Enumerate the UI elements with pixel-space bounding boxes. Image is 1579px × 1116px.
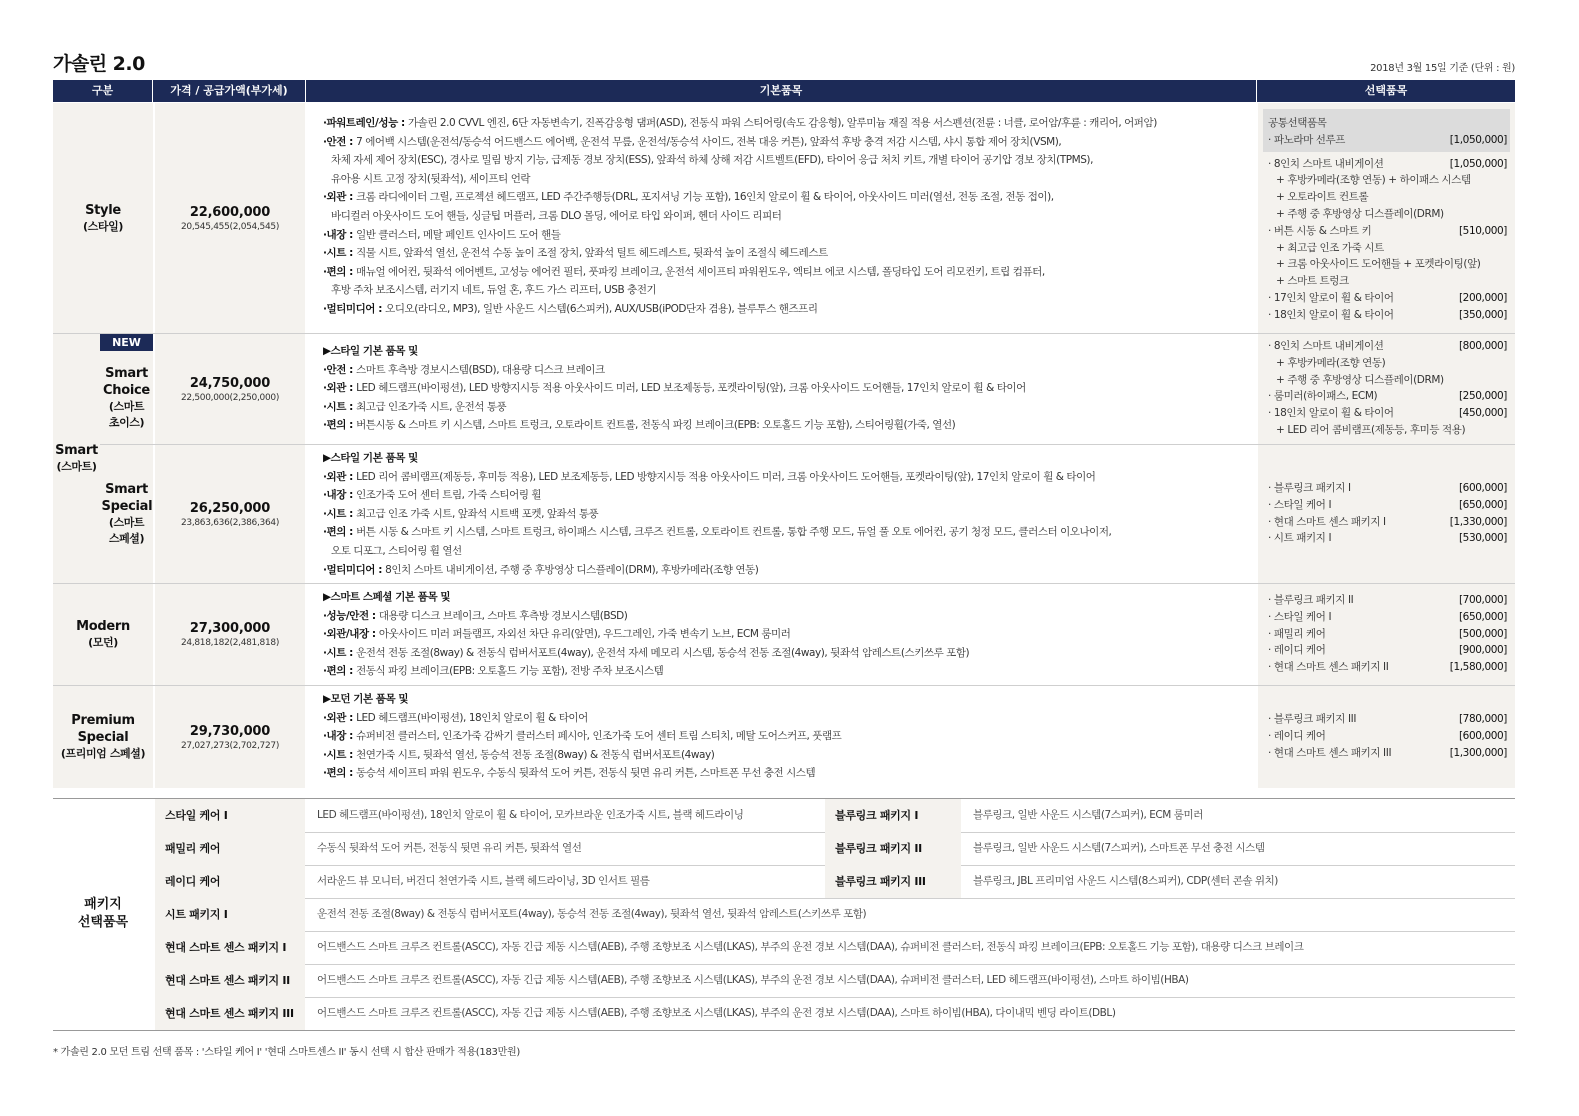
- option-row: · 현대 스마트 센스 패키지 II [1,580,000]: [1268, 661, 1507, 674]
- group-smart: [53, 334, 100, 583]
- options-modern: [1258, 584, 1515, 685]
- option-sub: + 후방카메라(조향 연동): [1276, 356, 1386, 369]
- supply-price: 23,863,636(2,386,364): [180, 517, 280, 528]
- new-badge: NEW: [100, 334, 153, 351]
- price-smart-special: [155, 445, 305, 583]
- header-basic-items: 기본품목: [306, 80, 1257, 102]
- option-row: · 18인치 알로이 휠 & 타이어 [350,000]: [1268, 308, 1507, 321]
- basic-line: ·시트 : 운전석 전동 조절(8way) & 전동식 럼버서포트(4way), 운전석 자세 메모리 시스템, 동승석 전동 조절(4way), 뒷좌석 암레스트(스키쓰루 포함): [323, 646, 970, 659]
- trim-name: Smart Choice: [103, 365, 150, 398]
- option-row: · 블루링크 패키지 II [700,000]: [1268, 594, 1507, 606]
- trim-name-kr: (스마트 스페셜): [108, 516, 145, 545]
- option-sub: + 스마트 트렁크: [1276, 275, 1349, 288]
- basic-line: 바디컬러 아웃사이드 도어 핸들, 싱글팁 머플러, 크롬 DLO 몰딩, 에어로 타입 와이퍼, 헨더 사이드 리피터: [331, 209, 782, 222]
- basic-line: 차체 자세 제어 장치(ESC), 경사로 밀림 방지 기능, 급제동 경보 장치(ESS), 앞좌석 하체 상해 저감 시트벨트(EFD), 타이어 응급 처치 키트, 개별 타이어 공기압 경보 장치(TPMS),: [331, 154, 1093, 167]
- group-name: Smart: [55, 443, 98, 458]
- package-desc: 서라운드 뷰 모니터, 버건디 천연가죽 시트, 블랙 헤드라이닝, 3D 인서트 필름: [317, 875, 650, 887]
- trim-name: Modern: [76, 619, 130, 634]
- basic-line: ·성능/안전 : 대용량 디스크 브레이크, 스마트 후측방 경보시스템(BSD): [323, 609, 628, 622]
- basic-line: ·편의 : 동승석 세이프티 파워 윈도우, 수동식 뒷좌석 도어 커튼, 전동식 뒷면 유리 커튼, 스마트폰 무선 충전 시스템: [323, 767, 816, 780]
- package-desc: 어드밴스드 스마트 크루즈 컨트롤(ASCC), 자동 긴급 제동 시스템(AEB), 주행 조향보조 시스템(LKAS), 부주의 운전 경보 시스템(DAA), 슈퍼비전 클러스터, LED 헤드램프(바이펑션), 스마트 하이빔(HBA): [317, 974, 1189, 986]
- basic-items-style: [309, 114, 1157, 319]
- basic-line: ·편의 : 매뉴얼 에어컨, 뒷좌석 에어벤트, 고성능 에어컨 필터, 풋파킹 브레이크, 운전석 세이프티 파워윈도우, 엑티브 에코 시스템, 폴딩타입 도어 리모컨키, 트립 컴퓨터,: [323, 265, 1045, 278]
- option-sub: + 최고급 인조 가죽 시트: [1276, 241, 1384, 254]
- basic-line: ·시트 : 최고급 인조 가죽 시트, 앞좌석 시트백 포켓, 앞좌석 통풍: [323, 507, 599, 520]
- basic-line: ·멀티미디어 : 오디오(라디오, MP3), 일반 사운드 시스템(6스피커), AUX/USB(iPOD단자 겸용), 블루투스 핸즈프리: [323, 302, 818, 315]
- trim-name-kr: (프리미엄 스페셜): [60, 747, 146, 760]
- basic-line: ·안전 : 스마트 후측방 경보시스템(BSD), 대용량 디스크 브레이크: [323, 363, 605, 376]
- price: 26,250,000: [189, 500, 271, 516]
- package-name: 레이디 케어: [155, 865, 305, 898]
- trim-name: Premium Special: [71, 713, 135, 745]
- header-category: 구분: [53, 80, 153, 102]
- package-desc: 어드밴스드 스마트 크루즈 컨트롤(ASCC), 자동 긴급 제동 시스템(AEB), 주행 조향보조 시스템(LKAS), 부주의 운전 경보 시스템(DAA), 슈퍼비전 클러스터, 전동식 파킹 브레이크(EPB: 오토홀드 기능 포함), 대용량 디스크 브레이크: [317, 941, 1304, 953]
- options-smart-special: [1258, 445, 1515, 583]
- package-desc: 블루링크, 일반 사운드 시스템(7스피커), 스마트폰 무선 충전 시스템: [973, 842, 1265, 854]
- trim-name-kr: (모던): [88, 636, 118, 649]
- option-sub: + LED 리어 콤비램프(제동등, 후미등 적용): [1276, 423, 1466, 436]
- common-options-title: 공통선택품목: [1268, 117, 1327, 129]
- supply-price: 20,545,455(2,054,545): [180, 221, 280, 232]
- price-premium-special: [155, 686, 305, 788]
- trim-smart-choice: [100, 351, 153, 444]
- package-name: 패밀리 케어: [155, 832, 305, 865]
- basic-line: ▶스타일 기본 품목 및: [323, 345, 418, 357]
- basic-line: ·편의 : 버튼 시동 & 스마트 키 시스템, 스마트 트렁크, 하이패스 시스템, 크루즈 컨트롤, 오토라이트 컨트롤, 통합 주행 모드, 듀얼 풀 오토 에어컨, 공기 청정 모드, 클러스터 이오나이저,: [323, 526, 1112, 539]
- basic-line: ·외관 : LED 헤드램프(바이펑션), 18인치 알로이 휠 & 타이어: [323, 711, 588, 724]
- basic-items-smart-special: [309, 449, 1111, 579]
- package-desc: 블루링크, 일반 사운드 시스템(7스피커), ECM 룸미러: [973, 809, 1203, 821]
- package-desc: 어드밴스드 스마트 크루즈 컨트롤(ASCC), 자동 긴급 제동 시스템(AEB), 주행 조향보조 시스템(LKAS), 부주의 운전 경보 시스템(DAA), 스마트 하이빔(HBA), 다이내믹 벤딩 라이트(DBL): [317, 1007, 1116, 1019]
- trim-name: Smart Special: [101, 482, 153, 514]
- basic-line: ·안전 : 7 에어백 시스템(운전석/동승석 어드밴스드 에어백, 운전석 무릎, 운전석/동승석 사이드, 전복 대응 커튼), 앞좌석 후방 충격 저감 시스템, 샤시 통합 제어 장치(VSM),: [323, 135, 1062, 148]
- options-premium-special: [1258, 686, 1515, 788]
- date-note: 2018년 3월 15일 기준 (단위 : 원): [1370, 63, 1515, 74]
- group-name-kr: (스마트): [56, 460, 97, 473]
- option-sub: + 주행 중 후방영상 디스플레이(DRM): [1276, 373, 1444, 386]
- footnote: * 가솔린 2.0 모던 트림 선택 품목 : '스타일 케어 I' '현대 스마트센스 II' 동시 선택 시 합산 판매가 적용(183만원): [53, 1047, 520, 1058]
- basic-line: ·편의 : 전동식 파킹 브레이크(EPB: 오토홀드 기능 포함), 전방 주차 보조시스템: [323, 665, 664, 678]
- price: 29,730,000: [189, 723, 271, 739]
- option-row: · 룸미러(하이패스, ECM) [250,000]: [1268, 390, 1507, 403]
- package-name: 현대 스마트 센스 패키지 I: [155, 931, 305, 964]
- package-name: 블루링크 패키지 III: [825, 865, 961, 898]
- option-row: · 블루링크 패키지 III [780,000]: [1268, 713, 1507, 725]
- option-row: · 스타일 케어 I [650,000]: [1268, 610, 1507, 623]
- trim-premium-special: [53, 686, 153, 788]
- basic-line: ·외관 : 크롬 라디에이터 그릴, 프로젝션 헤드램프, LED 주간주행등(DRL, 포지셔닝 기능 포함), 16인치 알로이 휠 & 타이어, 아웃사이드 미러(열선, 전동 조절, 전동 접이),: [323, 191, 1054, 204]
- basic-line: ·외관 : LED 리어 콤비램프(제동등, 후미등 적용), LED 보조제동등, LED 방향지시등 적용 아웃사이드 미러, 크롬 아웃사이드 도어핸들, 포켓라이팅(앞), 17인치 알로이 휠 & 타이어: [323, 470, 1096, 483]
- option-sub: + 후방카메라(조향 연동) + 하이패스 시스템: [1276, 174, 1471, 187]
- option-row: · 패밀리 케어 [500,000]: [1268, 627, 1507, 640]
- option-sub: + 크롬 아웃사이드 도어핸들 + 포켓라이팅(앞): [1276, 258, 1481, 271]
- option-row: · 스타일 케어 I [650,000]: [1268, 498, 1507, 511]
- option-row: · 현대 스마트 센스 패키지 I [1,330,000]: [1268, 515, 1507, 528]
- trim-name: Style: [85, 202, 121, 218]
- option-row: · 파노라마 선루프 [1,050,000]: [1268, 133, 1507, 146]
- package-name: 스타일 케어 I: [155, 799, 305, 832]
- option-row: · 8인치 스마트 내비게이션 [1,050,000]: [1268, 157, 1507, 170]
- package-desc: 블루링크, JBL 프리미엄 사운드 시스템(8스피커), CDP(센터 콘솔 위치): [973, 875, 1278, 887]
- basic-line: ·편의 : 버튼시동 & 스마트 키 시스템, 스마트 트렁크, 오토라이트 컨트롤, 전동식 파킹 브레이크(EPB: 오토홀드 기능 포함), 스티어링휠(가죽, 열선): [323, 419, 956, 432]
- package-name: 시트 패키지 I: [155, 898, 305, 931]
- trim-smart-special: [100, 445, 153, 583]
- basic-line: 유아용 시트 고정 장치(뒷좌석), 세이프티 언락: [331, 172, 531, 185]
- header-price: 가격 / 공급가액(부가세): [153, 80, 306, 102]
- package-name: 현대 스마트 센스 패키지 III: [155, 997, 305, 1030]
- options-style: [1258, 103, 1515, 333]
- package-desc: 운전석 전동 조절(8way) & 전동식 럼버서포트(4way), 동승석 전동 조절(4way), 뒷좌석 열선, 뒷좌석 암레스트(스키쓰루 포함): [317, 908, 867, 920]
- package-desc: 수동식 뒷좌석 도어 커튼, 전동식 뒷면 유리 커튼, 뒷좌석 열선: [317, 842, 582, 854]
- price: 22,600,000: [189, 204, 271, 220]
- package-desc: LED 헤드램프(바이펑션), 18인치 알로이 휠 & 타이어, 모카브라운 인조가죽 시트, 블랙 헤드라이닝: [317, 809, 744, 821]
- package-name: 현대 스마트 센스 패키지 II: [155, 964, 305, 997]
- supply-price: 24,818,182(2,481,818): [180, 638, 280, 648]
- price: 24,750,000: [189, 375, 271, 391]
- options-smart-choice: [1258, 334, 1515, 444]
- price-modern: [155, 584, 305, 685]
- basic-line: ▶스마트 스페셜 기본 품목 및: [323, 591, 451, 603]
- option-row: · 18인치 알로이 휠 & 타이어 [450,000]: [1268, 407, 1507, 420]
- basic-line: ·내장 : 일반 클러스터, 메탈 페인트 인사이드 도어 핸들: [323, 228, 561, 241]
- basic-items-premium-special: [309, 690, 841, 783]
- option-row: · 시트 패키지 I [530,000]: [1268, 532, 1507, 545]
- basic-line: ·시트 : 직물 시트, 앞좌석 열선, 운전석 수동 높이 조절 장치, 앞좌석 틸트 헤드레스트, 뒷좌석 높이 조절식 헤드레스트: [323, 247, 828, 260]
- option-row: · 버튼 시동 & 스마트 키 [510,000]: [1268, 224, 1507, 237]
- option-sub: + 주행 중 후방영상 디스플레이(DRM): [1276, 207, 1444, 220]
- basic-items-modern: [309, 588, 969, 681]
- package-bottom-divider: [53, 1030, 1515, 1031]
- option-sub: + 오토라이트 컨트롤: [1276, 191, 1369, 204]
- page-title: 가솔린 2.0: [53, 53, 145, 75]
- basic-line: ·파워트레인/성능 : 가솔린 2.0 CVVL 엔진, 6단 자동변속기, 진폭감응형 댐퍼(ASD), 전동식 파워 스티어링(속도 감응형), 알루미늄 재질 적용 서스펜션(전륜 : 너클, 로어암/후륜 : 캐리어, 어퍼암): [323, 117, 1157, 129]
- spec-table-header: [53, 80, 1515, 102]
- basic-line: 오토 디포그, 스티어링 휠 열선: [331, 544, 462, 557]
- basic-line: ·시트 : 최고급 인조가죽 시트, 운전석 통풍: [323, 400, 507, 413]
- basic-line: ·외관 : LED 헤드램프(바이펑션), LED 방향지시등 적용 아웃사이드 미러, LED 보조제동등, 포켓라이팅(앞), 크롬 아웃사이드 도어핸들, 17인치 알로이 휠 & 타이어: [323, 382, 1026, 395]
- option-row: · 레이디 케어 [600,000]: [1268, 729, 1507, 742]
- basic-line: ·외관/내장 : 아웃사이드 미러 퍼들램프, 자외선 차단 유리(앞면), 우드그레인, 가죽 변속기 노브, ECM 룸미러: [323, 628, 791, 641]
- supply-price: 22,500,000(2,250,000): [180, 392, 280, 403]
- trim-style: [53, 103, 153, 333]
- trim-name-kr: (스타일): [83, 219, 123, 233]
- package-name: 블루링크 패키지 I: [825, 799, 961, 832]
- basic-line: ▶스타일 기본 품목 및: [323, 452, 418, 464]
- option-row: · 블루링크 패키지 I [600,000]: [1268, 482, 1507, 494]
- basic-line: ·시트 : 천연가죽 시트, 뒷좌석 열선, 동승석 전동 조절(8way) & 전동식 럼버서포트(4way): [323, 748, 715, 761]
- basic-line: ·내장 : 인조가죽 도어 센터 트림, 가죽 스티어링 휠: [323, 489, 542, 502]
- option-row: · 8인치 스마트 내비게이션 [800,000]: [1268, 340, 1507, 352]
- basic-line: 후방 주차 보조시스템, 러기지 네트, 듀얼 혼, 후드 가스 리프터, USB 충전기: [331, 284, 657, 297]
- option-row: · 17인치 알로이 휠 & 타이어 [200,000]: [1268, 291, 1507, 304]
- price: 27,300,000: [189, 621, 271, 636]
- supply-price: 27,027,273(2,702,727): [180, 740, 280, 751]
- package-heading: 패키지 선택품목: [77, 896, 129, 930]
- basic-line: ·내장 : 슈퍼비전 클러스터, 인조가죽 감싸기 클러스터 페시아, 인조가죽 도어 센터 트림 스티치, 메탈 도어스커프, 풋램프: [323, 730, 842, 743]
- basic-line: ·멀티미디어 : 8인치 스마트 내비게이션, 주행 중 후방영상 디스플레이(DRM), 후방카메라(조향 연동): [323, 563, 759, 576]
- price-style: [155, 103, 305, 333]
- trim-modern: [53, 584, 153, 685]
- common-options-box: [1263, 109, 1510, 152]
- header-options: 선택품목: [1364, 84, 1408, 97]
- basic-items-smart-choice: [309, 342, 1026, 435]
- option-row: · 현대 스마트 센스 패키지 III [1,300,000]: [1268, 746, 1507, 759]
- package-name: 블루링크 패키지 II: [825, 832, 961, 865]
- basic-line: ▶모던 기본 품목 및: [323, 693, 409, 705]
- trim-name-kr: (스마트 초이스): [108, 399, 145, 429]
- option-row: · 레이디 케어 [900,000]: [1268, 644, 1507, 657]
- price-smart-choice: [155, 334, 305, 444]
